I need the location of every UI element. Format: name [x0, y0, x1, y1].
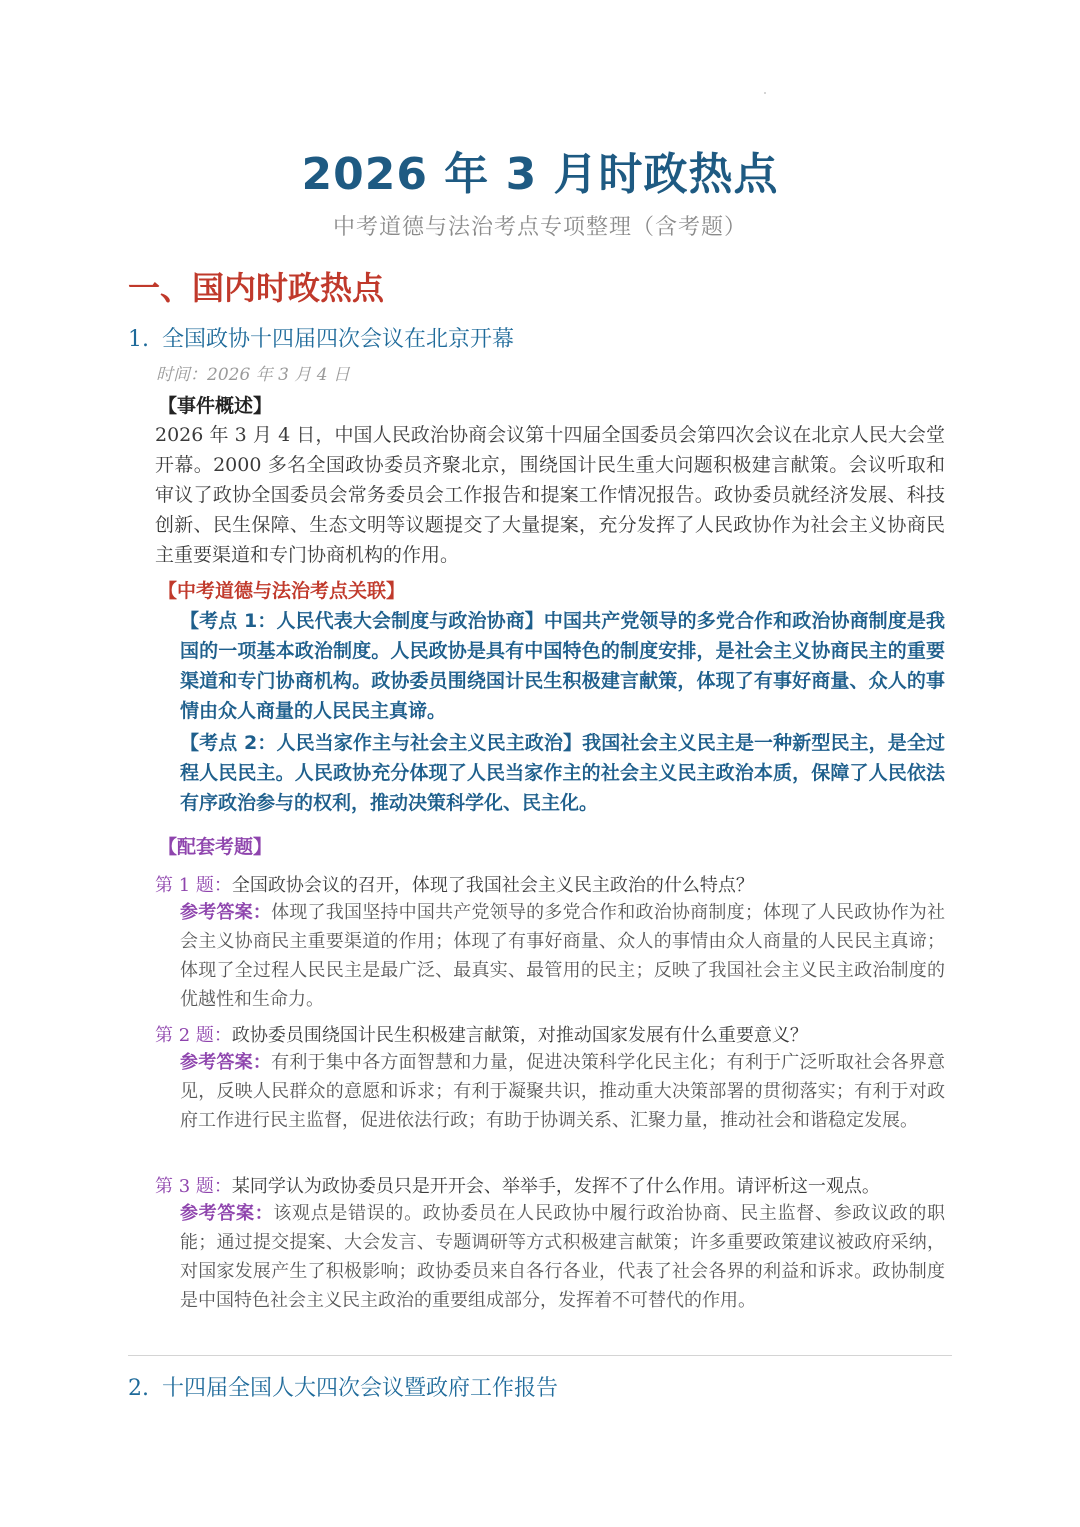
overview-text: 2026 年 3 月 4 日，中国人民政治协商会议第十四届全国委员会第四次会议在北京人民大会堂开幕。2000 多名全国政协委员齐聚北京，围绕国计民生重大问题积极建言献策。会议听取和审议了政协全国委员会常务委员会工作报告和提案工作情况报告。政协委员就经济发展、科技创新、民生保障、生态文明等议题提交了大量提案，充分发挥了人民政协作为社会主义协商民主重要渠道和专门协商机构的作用。 [155, 424, 945, 566]
question-2 [155, 1021, 945, 1047]
questions-label: 【配套考题】 [158, 836, 273, 858]
item-1-number: 1. [128, 327, 149, 352]
page-subtitle: 中考道德与法治考点专项整理（含考题） [332, 215, 747, 240]
question-1-text: 全国政协会议的召开，体现了我国社会主义民主政治的什么特点？ [231, 875, 754, 896]
answer-1-label: 参考答案： [180, 902, 272, 923]
section-divider [128, 1355, 952, 1356]
answer-1 [180, 898, 945, 1014]
answer-3 [180, 1199, 945, 1315]
keypoint-2: 【考点 2：人民当家作主与社会主义民主政治】我国社会主义民主是一种新型民主，是全过程人民民主。人民政协充分体现了人民当家作主的社会主义民主政治本质，保障了人民依法有序政治参与的权利，推动决策科学化、民主化。 [180, 732, 945, 814]
overview-label: 【事件概述】 [158, 395, 273, 417]
question-3 [155, 1172, 945, 1198]
question-3-number: 第 3 题： [155, 1176, 232, 1197]
item-2-number: 2. [128, 1376, 149, 1401]
question-3-text: 某同学认为政协委员只是开开会、举举手，发挥不了什么作用。请评析这一观点。 [231, 1176, 880, 1197]
answer-2-label: 参考答案： [180, 1052, 272, 1073]
exam-link-label: 【中考道德与法治考点关联】 [158, 580, 406, 602]
question-1-number: 第 1 题： [155, 875, 232, 896]
keypoint-1: 【考点 1：人民代表大会制度与政治协商】中国共产党领导的多党合作和政治协商制度是我国的一项基本政治制度。人民政协是具有中国特色的制度安排，是社会主义协商民主的重要渠道和专门协商机构。政协委员围绕国计民生积极建言献策，体现了有事好商量、众人的事情由众人商量的人民民主真谛。 [180, 610, 945, 722]
item-2-title: 十四届全国人大四次会议暨政府工作报告 [162, 1376, 559, 1401]
item-1-heading [128, 322, 514, 353]
question-2-number: 第 2 题： [155, 1025, 232, 1046]
question-1 [155, 871, 945, 897]
item-1-date: 时间：2026 年 3 月 4 日 [156, 365, 350, 385]
answer-2-text: 有利于集中各方面智慧和力量，促进决策科学化民主化；有利于广泛听取社会各界意见，反映人民群众的意愿和诉求；有利于凝聚共识，推动重大决策部署的贯彻落实；有利于对政府工作进行民主监督，促进依法行政；有助于协调关系、汇聚力量，推动社会和谐稳定发展。 [180, 1052, 946, 1131]
answer-3-label: 参考答案： [180, 1203, 274, 1224]
speck-dot [764, 92, 766, 94]
section-heading-domestic: 一、国内时政热点 [128, 269, 385, 307]
answer-2 [180, 1048, 945, 1135]
page-title: 2026 年 3 月时政热点 [301, 149, 779, 200]
answer-3-text: 该观点是错误的。政协委员在人民政协中履行政治协商、民主监督、参政议政的职能；通过提交提案、大会发言、专题调研等方式积极建言献策；许多重要政策建议被政府采纳，对国家发展产生了积极影响；政协委员来自各行各业，代表了社会各界的利益和诉求。政协制度是中国特色社会主义民主政治的重要组成部分，发挥着不可替代的作用。 [180, 1203, 945, 1311]
answer-1-text: 体现了我国坚持中国共产党领导的多党合作和政治协商制度；体现了人民政协作为社会主义协商民主重要渠道的作用；体现了有事好商量、众人的事情由众人商量的人民民主真谛；体现了全过程人民民主是最广泛、最真实、最管用的民主；反映了我国社会主义民主政治制度的优越性和生命力。 [180, 902, 946, 1010]
item-1-title: 全国政协十四届四次会议在北京开幕 [162, 327, 515, 352]
item-2-heading [128, 1371, 558, 1402]
question-2-text: 政协委员围绕国计民生积极建言献策，对推动国家发展有什么重要意义？ [231, 1025, 808, 1046]
